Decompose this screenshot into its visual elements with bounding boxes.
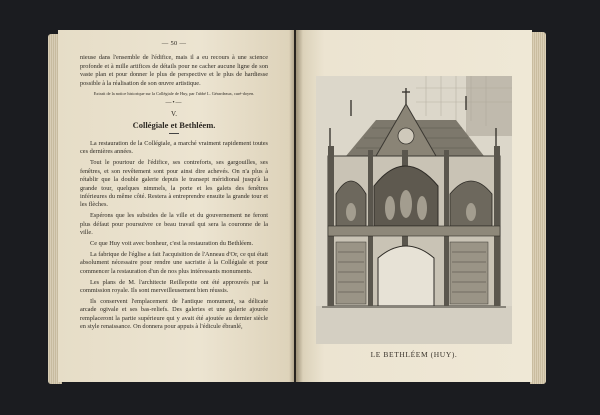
plate-caption: LE BETHLÉEM (HUY).	[370, 350, 458, 359]
paragraph: Les plans de M. l'architecte Reillepotte ont été approuvés par la commission royale. Ils sont merveilleusement bien réussis.	[80, 278, 268, 295]
engraving-plate	[316, 76, 512, 344]
paragraph: Espérons que les subsides de la ville et du gouvernement ne feront plus défaut pour poursuivre ce beau travail qui sera la couronne de la ville.	[80, 212, 268, 237]
top-paragraph: nieuse dans l'ensemble de l'édifice, mais il a eu recours à une science profonde et à mille artifices de détails pour ne cacher aucune ligne de son vaste plan et pour donner le plus de perspective et le plus de hardiesse possible à la réalisation de son œuvre artistique.	[80, 54, 268, 87]
open-book	[48, 26, 546, 390]
ornament-divider: —•—	[165, 99, 183, 106]
left-page-text	[80, 40, 268, 334]
book-gutter	[289, 30, 303, 382]
section-number: V.	[171, 109, 177, 118]
gothic-portal-engraving-icon	[316, 76, 512, 344]
page-stack-right	[530, 32, 546, 384]
paragraph: La restauration de la Collégiale, a marché vraiment rapidement toutes ces dernières années.	[80, 140, 268, 156]
section-title: Collégiale et Bethléem.	[132, 119, 216, 130]
paragraph: Tout le pourtour de l'édifice, ses contreforts, ses gargouilles, ses fenêtres, et son revêtement sont pour ainsi dire achevés. On n'a plus à rétablir que la double galerie depuis le transept méridional jusqu'à la grande tour, quelques nimmels, la porte et les galets des fenêtres inférieures du même côté. Restera à entreprendre ensuite la grande tour et les flèches.	[80, 159, 268, 209]
paragraph: La fabrique de l'église a fait l'acquisition de l'Anneau d'Or, ce qui était absolument nécessaire pour rendre une sacristie à la Collégiale et pour commencer la restauration d'un de nos plus intéressants monuments.	[80, 250, 268, 275]
right-page	[296, 30, 532, 382]
title-rule	[169, 133, 179, 134]
footnote: Extrait de la notice historique sur la Collégiale de Huy, par l'abbé L. Gérardeaux, curé-doyen.	[93, 90, 255, 96]
page-number: — 50 —	[161, 40, 187, 47]
paragraph: Ce que Huy voit avec bonheur, c'est la restauration du Bethléem.	[90, 240, 254, 248]
left-page	[58, 30, 294, 382]
paragraph: Ils conservent l'emplacement de l'antique monument, sa délicate arcade ogivale et ses bas-reliefs. Des galeries et une galerie ajourée remplaceront la partie supérieure qui y avait été ajoutée au dernier siècle en style renaissance. On donnera pour appuis à l'édicule ébranlé,	[80, 297, 268, 331]
